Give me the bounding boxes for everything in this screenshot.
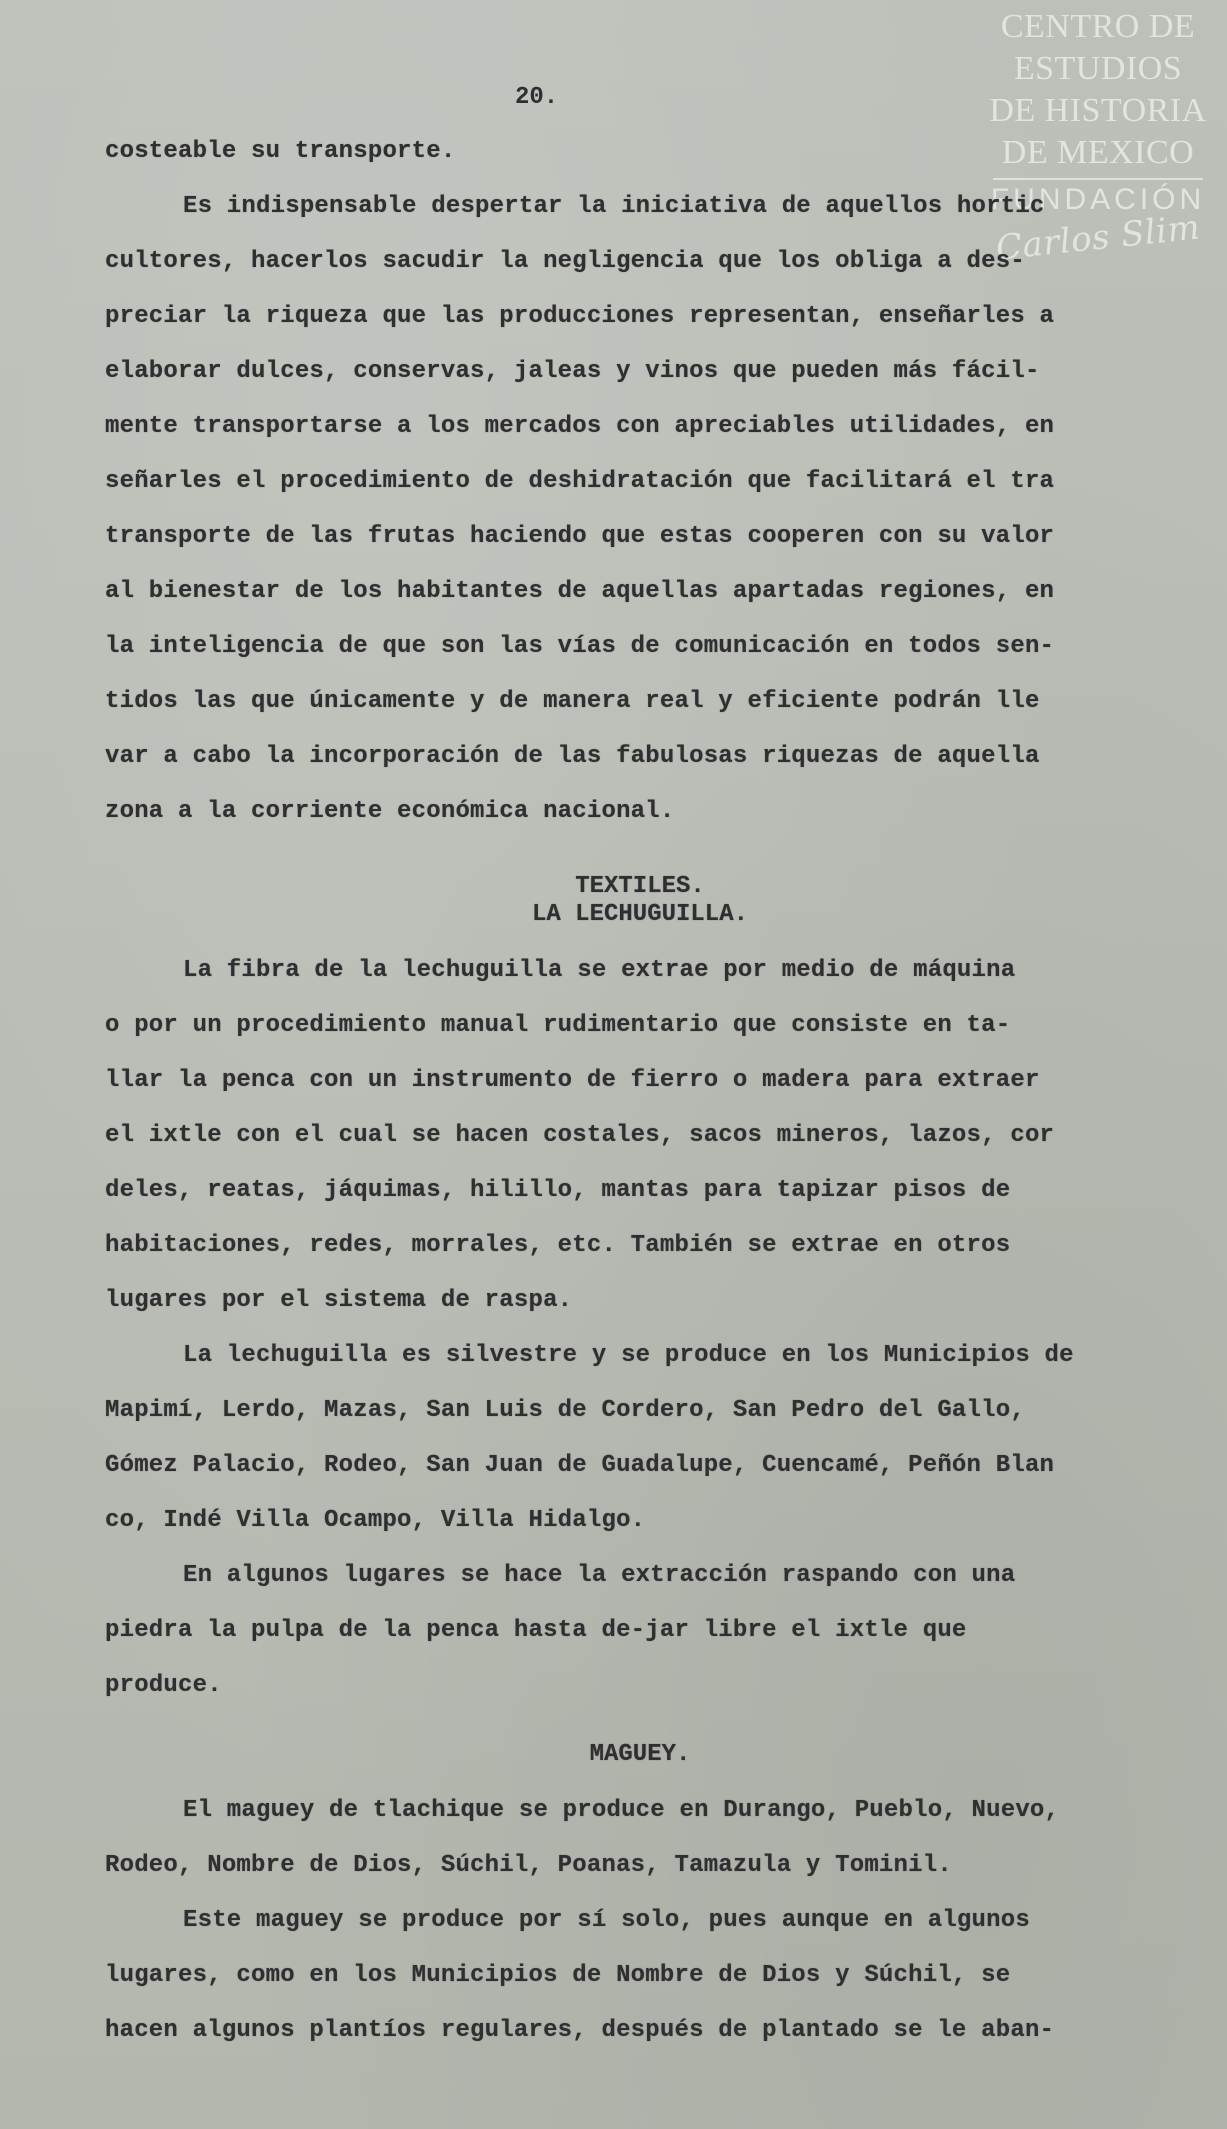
text-line: El maguey de tlachique se produce en Durango, Pueblo, Nuevo, [183, 1797, 1060, 1824]
text-line: señarles el procedimiento de deshidratación que facilitará el tra [105, 468, 1055, 495]
text-line: deles, reatas, jáquimas, hilillo, mantas para tapizar pisos de [105, 1177, 1011, 1204]
stamp-signature: Carlos Slim [994, 207, 1202, 269]
heading-lechuguilla: LA LECHUGUILLA. [531, 901, 749, 928]
text-line: var a cabo la incorporación de las fabulosas riquezas de aquella [105, 743, 1040, 770]
text-line: habitaciones, redes, morrales, etc. También se extrae en otros [105, 1232, 1011, 1259]
text-line: costeable su transporte. [105, 138, 456, 165]
text-line: preciar la riqueza que las producciones representan, enseñarles a [105, 303, 1055, 330]
stamp-line: DE MEXICO [1001, 134, 1195, 171]
text-line: Este maguey se produce por sí solo, pues aunque en algunos [183, 1907, 1030, 1934]
text-line: En algunos lugares se hace la extracción raspando con una [183, 1562, 1016, 1589]
stamp-line: CENTRO DE [1000, 8, 1196, 45]
text-line: tidos las que únicamente y de manera real y eficiente podrán lle [105, 688, 1040, 715]
heading-textiles: TEXTILES. [575, 873, 705, 900]
text-line: o por un procedimiento manual rudimentario que consiste en ta- [105, 1012, 1011, 1039]
text-line: elaborar dulces, conservas, jaleas y vinos que pueden más fácil- [105, 358, 1040, 385]
text-line: piedra la pulpa de la penca hasta de-jar libre el ixtle que [105, 1617, 967, 1644]
text-line: al bienestar de los habitantes de aquellas apartadas regiones, en [105, 578, 1055, 605]
text-line: Mapimí, Lerdo, Mazas, San Luis de Cordero, San Pedro del Gallo, [105, 1397, 1025, 1424]
text-line: mente transportarse a los mercados con apreciables utilidades, en [105, 413, 1055, 440]
text-line: transporte de las frutas haciendo que estas cooperen con su valor [105, 523, 1055, 550]
text-line: el ixtle con el cual se hacen costales, sacos mineros, lazos, cor [105, 1122, 1055, 1149]
text-line: llar la penca con un instrumento de fierro o madera para extraer [105, 1067, 1040, 1094]
body-text [105, 138, 1175, 2072]
stamp-foundation: FUNDACIÓN [990, 183, 1206, 216]
stamp-line: ESTUDIOS [1013, 50, 1183, 87]
text-line: lugares, como en los Municipios de Nombre de Dios y Súchil, se [105, 1962, 1011, 1989]
text-line: La fibra de la lechuguilla se extrae por medio de máquina [183, 957, 1016, 984]
text-line: la inteligencia de que son las vías de comunicación en todos sen- [105, 633, 1055, 660]
text-line: Gómez Palacio, Rodeo, San Juan de Guadalupe, Cuencamé, Peñón Blan [105, 1452, 1055, 1479]
text-line: La lechuguilla es silvestre y se produce en los Municipios de [183, 1342, 1074, 1369]
text-line: co, Indé Villa Ocampo, Villa Hidalgo. [105, 1507, 646, 1534]
text-line: Es indispensable despertar la iniciativa de aquellos hortic [183, 193, 1045, 220]
text-line: Rodeo, Nombre de Dios, Súchil, Poanas, Tamazula y Tominil. [105, 1852, 952, 1879]
text-line: zona a la corriente económica nacional. [105, 798, 675, 825]
text-line: lugares por el sistema de raspa. [105, 1287, 573, 1314]
stamp-line: DE HISTORIA [989, 92, 1207, 129]
heading-maguey: MAGUEY. [589, 1741, 691, 1768]
section-heading-textiles [105, 873, 1175, 929]
section-heading-maguey [105, 1741, 1175, 1769]
text-line: produce. [105, 1672, 222, 1699]
text-line: hacen algunos plantíos regulares, después de plantado se le aban- [105, 2017, 1055, 2044]
page-number: 20. [515, 84, 559, 111]
text-line: cultores, hacerlos sacudir la negligencia que los obliga a des- [105, 248, 1025, 275]
